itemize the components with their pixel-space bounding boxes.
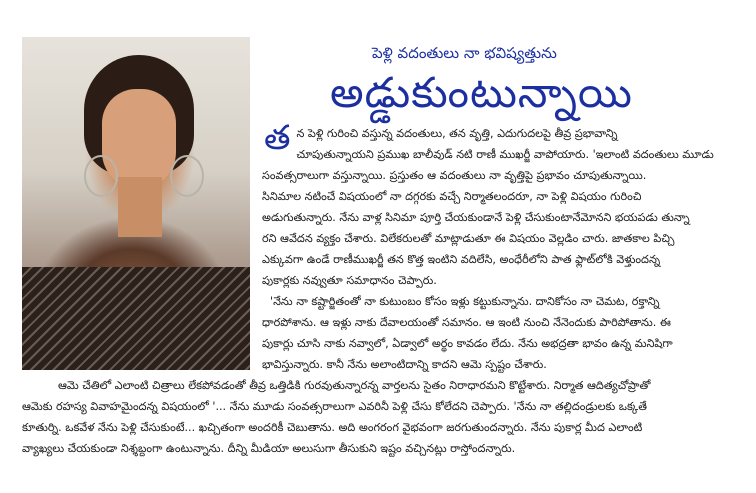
- para2-line: పుకార్లు చూసి నాకు నవ్వాలో, ఏడ్వాలో అర్థం కావడం లేదు. నేను అభద్రతా భావం ఉన్న మనిషిగా: [262, 337, 673, 350]
- para2-line: భావిస్తున్నారు. కానీ నేను అలాంటిదాన్ని కాదని ఆమె స్పష్టం చేశారు.: [262, 358, 547, 371]
- para1-line: సినిమాల నటించే విషయంలో నా దగ్గరకు వచ్చే నిర్మాతలందరూ, నా పెళ్లి విషయం గురించి: [262, 190, 642, 203]
- para1-line: పుకార్లకు నవ్వుతూ సమాధానం చెప్పారు.: [262, 274, 437, 287]
- para1-line: చూపుతున్నాయని ప్రముఖ బాలీవుడ్ నటి రాణీ ముఖర్జీ వాపోయారు. 'ఇలాంటి వదంతులు మూడు: [296, 148, 714, 161]
- article-subheading: పెళ్లి వదంతులు నా భవిష్యత్తును: [372, 44, 557, 62]
- para1-line: అడుగుతున్నారు. నేను వాళ్ల సినిమా పూర్తి చేయకుండానే పెళ్లి చేసుకుంటానేమోనని భయపడు తున్నా: [262, 211, 690, 224]
- para1-line: రని ఆవేదన వ్యక్తం చేశారు. విలేకరులతో మాట్లాడుతూ ఈ విషయం వెల్లడిం చారు. జాతకాల పిచ్చి: [262, 232, 675, 245]
- para3-line: కూతుర్ని. ఒకవేళ నేను పెళ్లి చేసుకుంటే... ఖచ్చితంగా అందరికీ చెబుతాను. అది అంగరంగ వైభవంగా జరగుతుందన్నారు. నేను పుకార్ల మీద ఎలాంటి: [22, 421, 643, 434]
- article-body-top: [262, 118, 740, 375]
- article-headline: అడ్డుకుంటున్నాయి: [330, 68, 633, 117]
- para3-line: ఆమెకు రహస్య వివాహమైందన్న విషయంలో '... నేను మూడు సంవత్సరాలుగా ఎవరినీ పెళ్లి చేసు కోలేదని చెప్పారు. 'నేను నా తల్లిదండ్రులకు ఒక్కతే: [22, 400, 647, 413]
- photo-earring-left: [84, 155, 118, 197]
- photo-neck: [118, 177, 162, 237]
- para1-line: సంవత్సరాలుగా వస్తున్నాయి. ప్రస్తుతం ఆ వదంతులు నా వృత్తిపై ప్రభావం చూపుతున్నాయి.: [262, 169, 647, 182]
- article-body-bottom: [22, 375, 740, 459]
- article-photo: [22, 37, 250, 370]
- para2-line: 'నేను నా కష్టార్జితంతో నా కుటుంబం కోసం ఇళ్లు కట్టుకున్నాను. దానికోసం నా చెమట, రక్తాన్ని: [270, 295, 660, 308]
- para2-line: ధారపోశాను. ఆ ఇళ్లు నాకు దేవాలయంతో సమానం. ఆ ఇంటి నుంచి నేనెందుకు పారిపోతాను. ఈ: [262, 316, 671, 329]
- para3-line: వ్యాఖ్యలు చేయకుండా నిశ్శబ్దంగా ఉంటున్నాను. దీన్ని మీడియా అలుసుగా తీసుకుని ఇష్టం వచ్చినట్లు రాస్తోందన్నారు.: [22, 442, 516, 455]
- drop-cap: త: [264, 118, 291, 158]
- photo-earring-right: [170, 155, 204, 197]
- para1-line: న పెళ్లి గురించి వస్తున్న వదంతులు, తన వృత్తి, ఎదుగుదలపై తీవ్ర ప్రభావాన్ని: [296, 127, 618, 140]
- para1-line: ఎక్కువగా ఉండే రాణీముఖర్జీ తన కొత్త ఇంటిని వదిలేసి, అంధేరీలోని పాత ఫ్లాట్‌లోకి వెళ్తుందన్న: [262, 253, 661, 266]
- para3-line: ఆమె చేతిలో ఎలాంటి చిత్రాలు లేకపోవడంతో తీవ్ర ఒత్తిడికి గురవుతున్నారన్న వార్తలను సైతం నిరాధారమని కొట్టేశారు. నిర్మాత ఆదిత్యచోప్రాతో: [58, 379, 651, 392]
- photo-clothing: [22, 267, 250, 370]
